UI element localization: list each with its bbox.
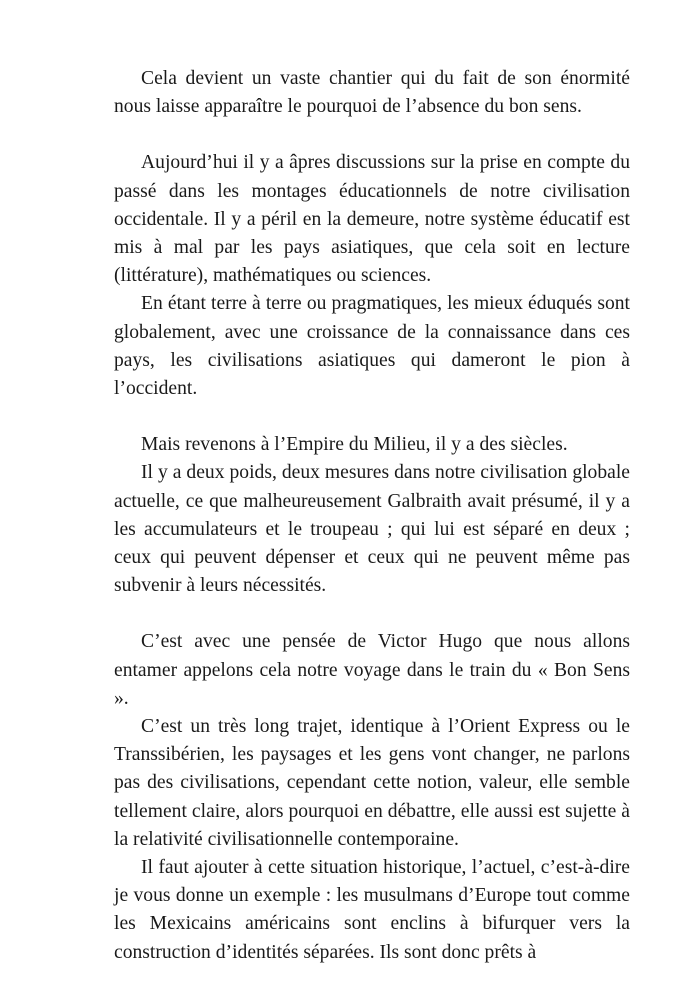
paragraph-7: C’est un très long trajet, identique à l’Orient Express ou le Transsibérien, les paysages et les gens vont changer, ne parlons pas des civilisations, cependant cette notion, valeur, elle semble tellement claire, alors pourquoi en débattre, elle aussi est sujette à la relativité civilisationnelle contemporaine.	[114, 716, 630, 850]
paragraph-5: Il y a deux poids, deux mesures dans notre civilisation globale actuelle, ce que malheureusement Galbraith avait présumé, il y a les accumulateurs et le troupeau ; qui lui est séparé en deux ; ceux qui peuvent dépenser et ceux qui ne peuvent même pas subvenir à leurs nécessités.	[114, 462, 630, 597]
paragraph-8: Il faut ajouter à cette situation historique, l’actuel, c’est-à-dire je vous donne un exemple : les musulmans d’Europe tout comme les Mexicains américains sont enclins à bifurquer vers la construction d’identités séparées. Ils sont donc prêts à	[114, 857, 630, 963]
paragraph-1: Cela devient un vaste chantier qui du fait de son énormité nous laisse apparaître le pourquoi de l’absence du bon sens.	[114, 68, 630, 118]
paragraph-2: Aujourd’hui il y a âpres discussions sur la prise en compte du passé dans les montages éducationnels de notre civilisation occidentale. Il y a péril en la demeure, notre système éducatif est mis à mal par les pays asiatiques, que cela soit en lecture (littérature), mathématiques ou sciences.	[114, 152, 630, 287]
paragraph-6: C’est avec une pensée de Victor Hugo que nous allons entamer appelons cela notre voyage dans le train du « Bon Sens ».	[114, 631, 630, 709]
paragraph-4: Mais revenons à l’Empire du Milieu, il y a des siècles.	[141, 434, 568, 456]
paragraph-3: En étant terre à terre ou pragmatiques, les mieux éduqués sont globalement, avec une croissance de la connaissance dans ces pays, les civilisations asiatiques qui dameront le pion à l’occident.	[114, 293, 630, 400]
